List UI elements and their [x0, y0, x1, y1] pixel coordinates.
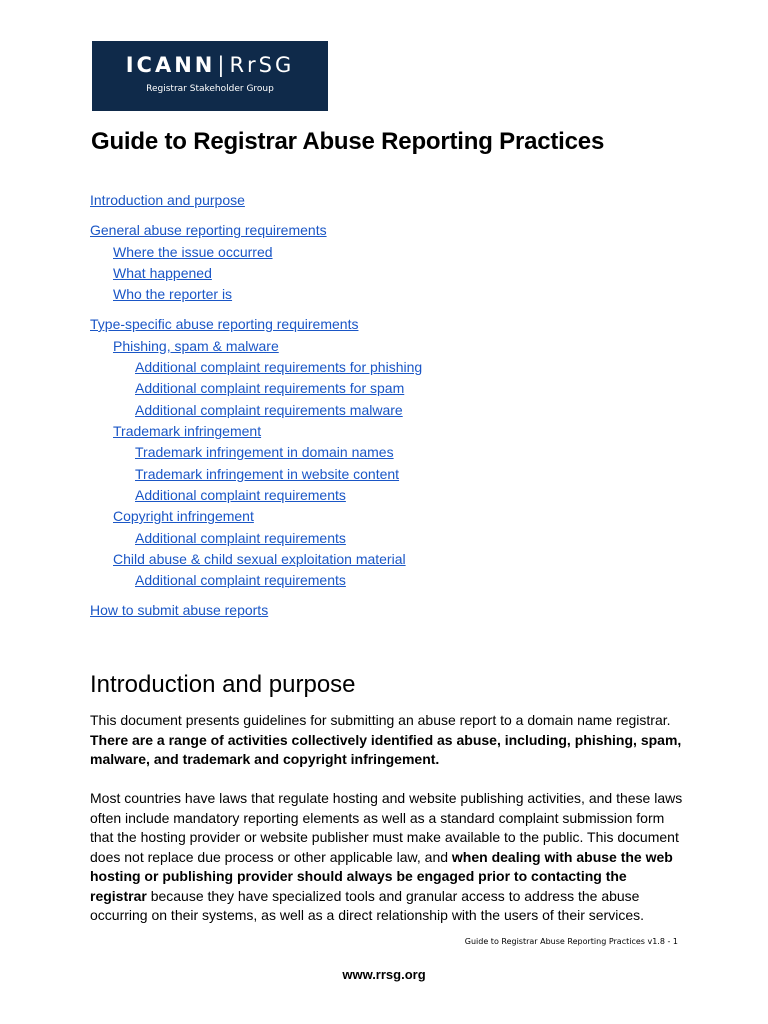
toc-link-child-abuse-additional-requirements[interactable]: Additional complaint requirements — [135, 572, 346, 588]
toc-link-phishing-requirements[interactable]: Additional complaint requirements for phishing — [135, 359, 423, 375]
toc-link-malware-requirements[interactable]: Additional complaint requirements malware — [135, 402, 403, 418]
p1-bold-text: There are a range of activities collectively identified as abuse, including, phishing, spam, malware, and trademark and copyright infringement. — [90, 731, 682, 767]
toc-link-type-specific-requirements[interactable]: Type-specific abuse reporting requirements — [90, 316, 359, 332]
toc-link-trademark-infringement[interactable]: Trademark infringement — [113, 423, 262, 439]
rrsg-logo — [92, 41, 328, 111]
toc-link-how-to-submit[interactable]: How to submit abuse reports — [90, 602, 269, 618]
toc-link-who-reporter-is[interactable]: Who the reporter is — [113, 286, 233, 302]
toc-link-where-issue-occurred[interactable]: Where the issue occurred — [113, 244, 273, 260]
toc-link-child-abuse[interactable]: Child abuse & child sexual exploitation material — [113, 551, 406, 567]
section-heading: Introduction and purpose — [90, 671, 356, 698]
logo-wordmark — [92, 53, 328, 77]
toc-link-copyright-infringement[interactable]: Copyright infringement — [113, 508, 254, 524]
intro-paragraph-1 — [90, 711, 686, 770]
p2-plain-text-2: because they have specialized tools and granular access to address the abuse occurring on their systems, as well as a direct relationship with the users of their services. — [90, 887, 645, 923]
logo-subtitle: Registrar Stakeholder Group — [146, 84, 274, 94]
p2-plain-text-1: Most countries have laws that regulate hosting and website publishing activities, and these laws often include mandatory reporting elements as well as a standard complaint submission form that the hosting provider or website publisher must make available to the public. This document does not replace due process or other applicable law, and — [90, 790, 683, 865]
toc-link-general-requirements[interactable]: General abuse reporting requirements — [90, 222, 327, 238]
toc-link-spam-requirements[interactable]: Additional complaint requirements for spam — [135, 380, 405, 396]
logo-icann: ICANN — [125, 53, 216, 77]
document-title: Guide to Registrar Abuse Reporting Practices — [91, 128, 605, 155]
toc-link-phishing-spam-malware[interactable]: Phishing, spam & malware — [113, 338, 279, 354]
page-footer-label: Guide to Registrar Abuse Reporting Practices v1.8 - 1 — [464, 937, 678, 946]
toc-link-trademark-additional-requirements[interactable]: Additional complaint requirements — [135, 487, 346, 503]
footer-url: www.rrsg.org — [342, 967, 426, 982]
intro-paragraph-2 — [90, 789, 686, 926]
toc-link-what-happened[interactable]: What happened — [113, 265, 212, 281]
toc-link-trademark-website-content[interactable]: Trademark infringement in website content — [135, 466, 400, 482]
toc-link-trademark-domain-names[interactable]: Trademark infringement in domain names — [135, 444, 394, 460]
p1-plain-text: This document presents guidelines for submitting an abuse report to a domain name registrar. — [90, 712, 671, 728]
toc-link-introduction[interactable]: Introduction and purpose — [90, 192, 245, 208]
logo-separator: | — [217, 53, 228, 77]
p2-bold-text: when dealing with abuse the web hosting or publishing provider should always be engaged prior to contacting the registrar — [90, 848, 673, 904]
logo-rrsg: RrSG — [229, 53, 295, 77]
toc-link-copyright-additional-requirements[interactable]: Additional complaint requirements — [135, 530, 346, 546]
